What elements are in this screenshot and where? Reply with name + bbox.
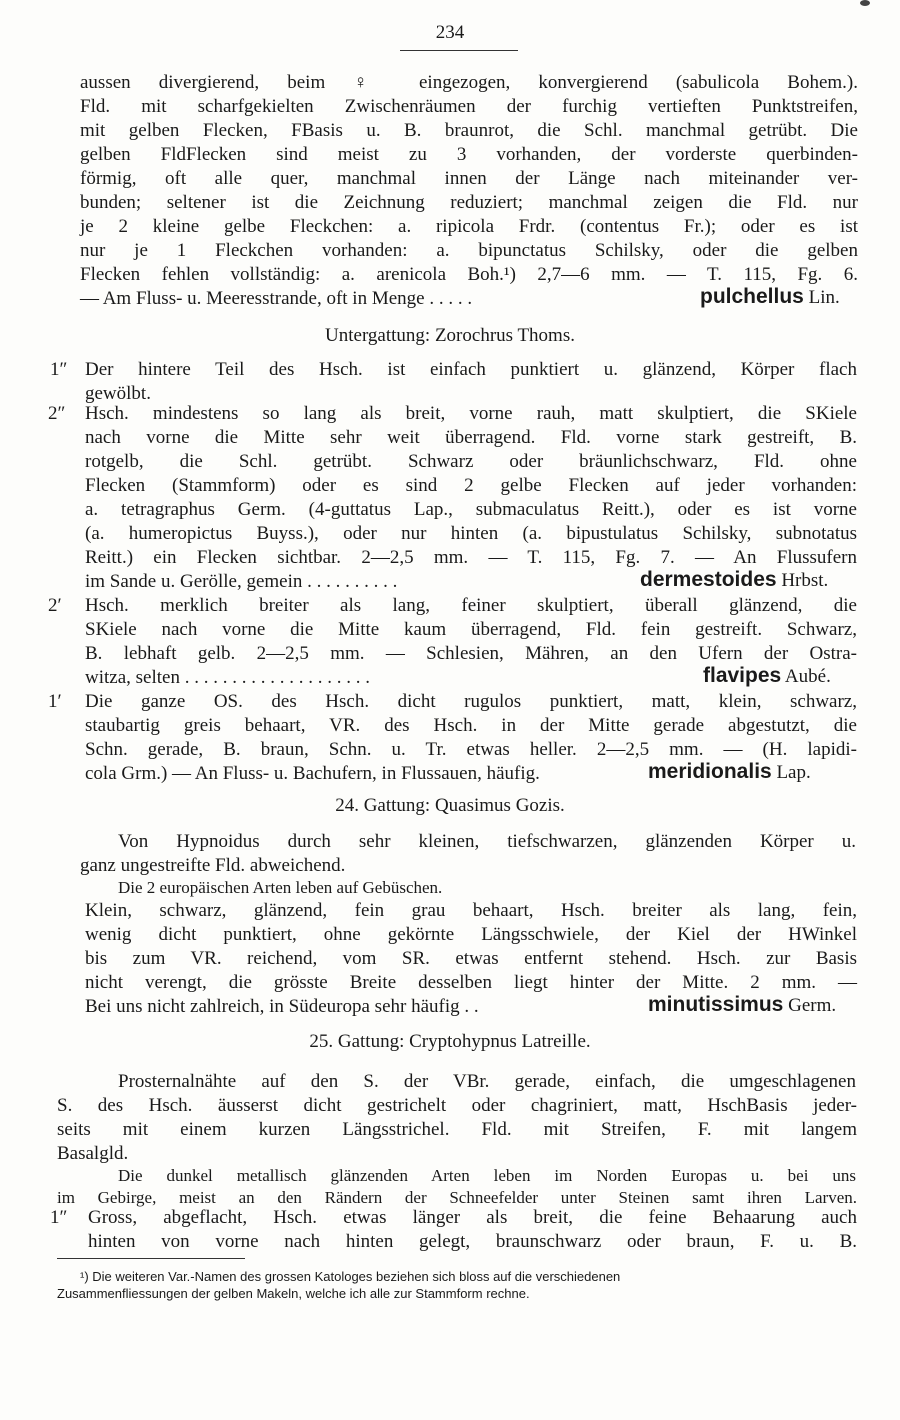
species-name: flavipes xyxy=(703,664,782,687)
text-line: hinten von vorne nach hinten gelegt, braunschwarz oder braun, F. u. B. xyxy=(88,1231,857,1252)
text-line: förmig, oft alle quer, manchmal innen der Länge nach miteinander ver- xyxy=(80,168,858,189)
text-line: Fld. mit scharfgekielten Zwischenräumen der furchig vertieften Punktstreifen, xyxy=(80,96,858,117)
text-line: Gross, abgeflacht, Hsch. etwas länger als breit, die feine Behaarung auch xyxy=(88,1207,857,1228)
text-line: bunden; seltener ist die Zeichnung reduziert; manchmal zeigen die Fld. nur xyxy=(80,192,858,213)
text-line: Hsch. merklich breiter als lang, feiner skulptiert, überall glänzend, die xyxy=(85,595,857,616)
species-entry xyxy=(640,568,828,593)
page-number-rule xyxy=(400,50,518,51)
text-line: Reitt.) ein Flecken sichtbar. 2—2,5 mm. — T. 115, Fg. 7. — An Flussufern xyxy=(85,547,857,568)
text-line: mit gelben Flecken, FBasis u. B. braunrot, die Schl. manchmal getrübt. Die xyxy=(80,120,858,141)
text-line: seits mit einem kurzen Längsstrichel. Fld. mit Streifen, F. mit langem xyxy=(57,1119,857,1140)
genus-heading: 24. Gattung: Quasimus Gozis. xyxy=(335,795,565,816)
species-entry xyxy=(703,664,831,689)
text-line: Bei uns nicht zahlreich, in Südeuropa sehr häufig . . xyxy=(85,996,479,1017)
ink-speck xyxy=(860,0,870,6)
species-author: Lap. xyxy=(776,762,811,783)
text-line: bis zum VR. reichend, vom SR. etwas entfernt stehend. Hsch. zur Basis xyxy=(85,948,857,969)
text-line: im Sande u. Gerölle, gemein . . . . . . . . . . xyxy=(85,571,398,592)
footnote-line: Zusammenfliessungen der gelben Makeln, welche ich alle zur Stammform rechne. xyxy=(57,1286,530,1301)
text-line: staubartig greis behaart, VR. des Hsch. in der Mitte gerade abgestutzt, die xyxy=(85,715,857,736)
key-number: 1″ xyxy=(50,359,68,380)
text-line: gelben FldFlecken sind meist zu 3 vorhanden, der vorderste querbinden- xyxy=(80,144,858,165)
subgenus-heading: Untergattung: Zorochrus Thoms. xyxy=(325,325,575,346)
footnote-rule xyxy=(57,1258,245,1259)
footnote-line: ¹) Die weiteren Var.-Namen des grossen Katologes beziehen sich bloss auf die verschiedenen xyxy=(80,1269,621,1284)
text-line: Die 2 europäischen Arten leben auf Gebüschen. xyxy=(118,878,443,897)
text-line: je 2 kleine gelbe Fleckchen: a. ripicola Frdr. (contentus Fr.); oder es ist xyxy=(80,216,858,237)
text-line: im Gebirge, meist an den Rändern der Schneefelder unter Steinen samt ihren Larven. xyxy=(57,1188,857,1207)
text-line: Hsch. mindestens so lang als breit, vorne rauh, matt skulptiert, die SKiele xyxy=(85,403,857,424)
species-author: Lin. xyxy=(808,287,840,308)
key-number: 1″ xyxy=(50,1207,68,1228)
species-name: meridionalis xyxy=(648,760,772,783)
species-name: minutissimus xyxy=(648,993,784,1016)
text-line: Von Hypnoidus durch sehr kleinen, tiefschwarzen, glänzenden Körper u. xyxy=(118,831,856,852)
text-line: Die dunkel metallisch glänzenden Arten leben im Norden Europas u. bei uns xyxy=(118,1166,856,1185)
species-entry xyxy=(648,993,836,1018)
text-line: — Am Fluss- u. Meeresstrande, oft in Menge . . . . . xyxy=(80,288,473,309)
text-line: S. des Hsch. äusserst dicht gestrichelt oder chagriniert, matt, HschBasis jeder- xyxy=(57,1095,857,1116)
key-number: 2″ xyxy=(48,403,66,424)
species-author: Hrbst. xyxy=(781,570,829,591)
text-line: Schn. gerade, B. braun, Schn. u. Tr. etwas heller. 2—2,5 mm. — (H. lapidi- xyxy=(85,739,857,760)
text-line: witza, selten . . . . . . . . . . . . . . . . . . . . xyxy=(85,667,370,688)
species-name: dermestoides xyxy=(640,568,777,591)
species-author: Germ. xyxy=(788,995,837,1016)
species-name: pulchellus xyxy=(700,285,804,308)
text-line: Der hintere Teil des Hsch. ist einfach punktiert u. glänzend, Körper flach xyxy=(85,359,857,380)
text-line: B. lebhaft gelb. 2—2,5 mm. — Schlesien, Mähren, an den Ufern der Ostra- xyxy=(85,643,857,664)
text-line: gewölbt. xyxy=(85,383,151,404)
page-number: 234 xyxy=(435,22,465,43)
text-line: (a. humeropictus Buyss.), oder nur hinten (a. bipustulatus Schilsky, subnotatus xyxy=(85,523,857,544)
text-line: Flecken (Stammform) oder es sind 2 gelbe Flecken auf jeder vorhanden: xyxy=(85,475,857,496)
text-line: Prosternalnähte auf den S. der VBr. gerade, einfach, die umgeschlagenen xyxy=(118,1071,856,1092)
text-line: Klein, schwarz, glänzend, fein grau behaart, Hsch. breiter als lang, fein, xyxy=(85,900,857,921)
species-entry xyxy=(648,760,811,785)
text-line: SKiele nach vorne die Mitte kaum überragend, Fld. fein gestreift. Schwarz, xyxy=(85,619,857,640)
genus-heading: 25. Gattung: Cryptohypnus Latreille. xyxy=(309,1031,591,1052)
text-line: nach vorne die Mitte sehr weit überragend. Fld. vorne stark gestreift, B. xyxy=(85,427,857,448)
key-number: 2′ xyxy=(48,595,62,616)
text-line: a. tetragraphus Germ. (4-guttatus Lap., submaculatus Reitt.), oder es ist vorne xyxy=(85,499,857,520)
text-line: Die ganze OS. des Hsch. dicht rugulos punktiert, matt, klein, schwarz, xyxy=(85,691,857,712)
text-line: cola Grm.) — An Fluss- u. Bachufern, in Flussauen, häufig. xyxy=(85,763,540,784)
text-line: wenig dicht punktiert, ohne gekörnte Längsschwiele, der Kiel der HWinkel xyxy=(85,924,857,945)
species-author: Aubé. xyxy=(784,666,831,687)
text-line: nur je 1 Fleckchen vorhanden: a. bipunctatus Schilsky, oder die gelben xyxy=(80,240,858,261)
text-line: rotgelb, die Schl. getrübt. Schwarz oder bräunlichschwarz, Fld. ohne xyxy=(85,451,857,472)
species-entry xyxy=(700,285,840,310)
text-line: aussen divergierend, beim ♀ eingezogen, konvergierend (sabulicola Bohem.). xyxy=(80,72,858,93)
text-line: Flecken fehlen vollständig: a. arenicola Boh.¹) 2,7—6 mm. — T. 115, Fg. 6. xyxy=(80,264,858,285)
text-line: ganz ungestreifte Fld. abweichend. xyxy=(80,855,346,876)
key-number: 1′ xyxy=(48,691,62,712)
text-line: Basalgld. xyxy=(57,1143,129,1164)
text-line: nicht verengt, die grösste Breite desselben liegt hinter der Mitte. 2 mm. — xyxy=(85,972,857,993)
